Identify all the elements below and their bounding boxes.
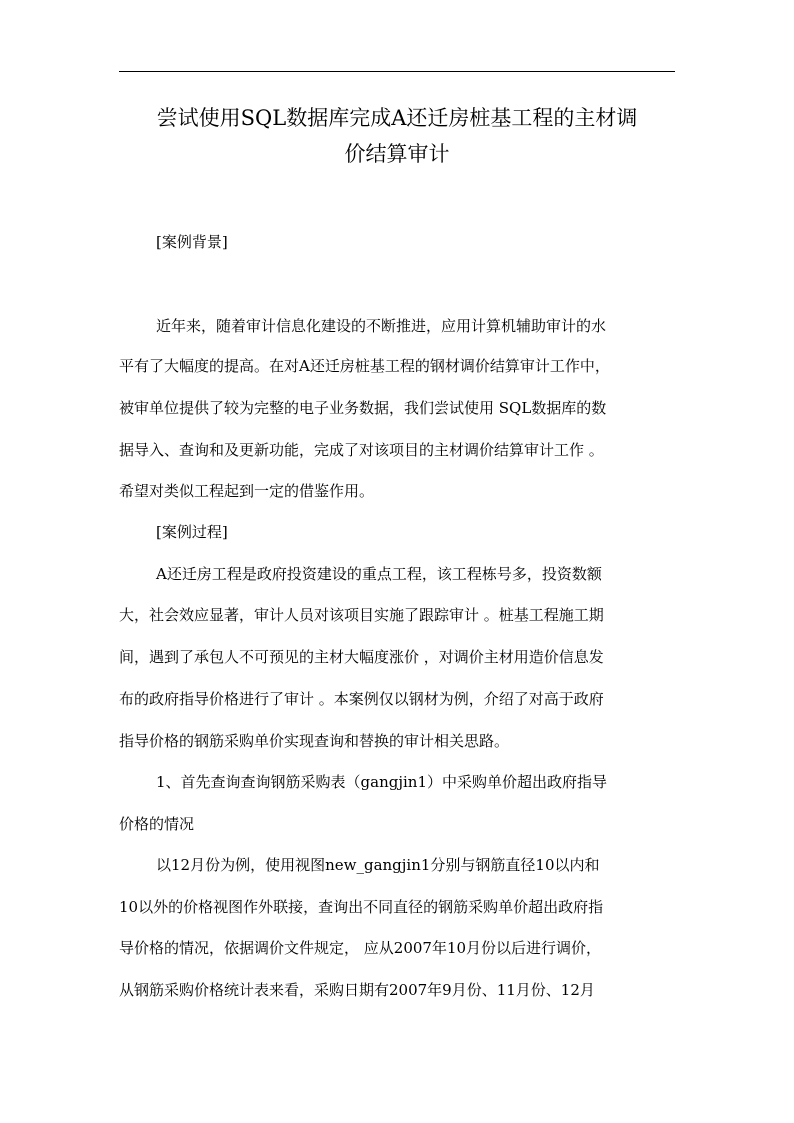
document-title (119, 100, 675, 172)
paragraph-line: 指导价格的钢筋采购单价实现查询和替换的审计相关思路。 (119, 732, 510, 750)
paragraph-line: 被审单位提供了较为完整的电子业务数据，我们尝试使用 SQL数据库的数 (119, 399, 607, 417)
paragraph-line: 大，社会效应显著，审计人员对该项目实施了跟踪审计 。桩基工程施工期 (119, 606, 604, 624)
paragraph-line: 从钢筋采购价格统计表来看，采购日期有2007年9月份、11月份、12月 (119, 981, 595, 999)
paragraph-line: 据导入、查询和及更新功能，完成了对该项目的主材调价结算审计工作 。 (119, 441, 604, 459)
paragraph-line: 价格的情况 (119, 815, 195, 833)
section-heading-background: [案例背景] (156, 233, 228, 251)
paragraph-line: 平有了大幅度的提高。在对A还迁房桩基工程的钢材调价结算审计工作中， (119, 357, 610, 375)
list-item-heading: 1、首先查询查询钢筋采购表（gangjin1）中采购单价超出政府指导 (156, 773, 608, 791)
paragraph-line: 希望对类似工程起到一定的借鉴作用。 (119, 482, 375, 500)
paragraph-line: 布的政府指导价格进行了审计 。本案例仅以钢材为例，介绍了对高于政府 (119, 690, 604, 708)
section-heading-process: [案例过程] (156, 523, 228, 541)
paragraph-line: 近年来，随着审计信息化建设的不断推进，应用计算机辅助审计的水 (156, 317, 607, 335)
paragraph-line: A还迁房工程是政府投资建设的重点工程，该工程栋号多，投资数额 (156, 565, 602, 583)
paragraph-line: 间，遇到了承包人不可预见的主材大幅度涨价 ，对调价主材用造价信息发 (119, 648, 604, 666)
header-rule (119, 71, 675, 72)
paragraph-line: 10以外的价格视图作外联接，查询出不同直径的钢筋采购单价超出政府指 (119, 898, 604, 916)
title-line-2: 价结算审计 (344, 142, 450, 166)
paragraph-line: 以12月份为例，使用视图new_gangjin1分别与钢筋直径10以内和 (156, 856, 600, 874)
paragraph-line: 导价格的情况，依据调价文件规定， 应从2007年10月份以后进行调价， (119, 939, 602, 957)
title-line-1: 尝试使用SQL数据库完成A还迁房桩基工程的主材调 (156, 106, 638, 130)
